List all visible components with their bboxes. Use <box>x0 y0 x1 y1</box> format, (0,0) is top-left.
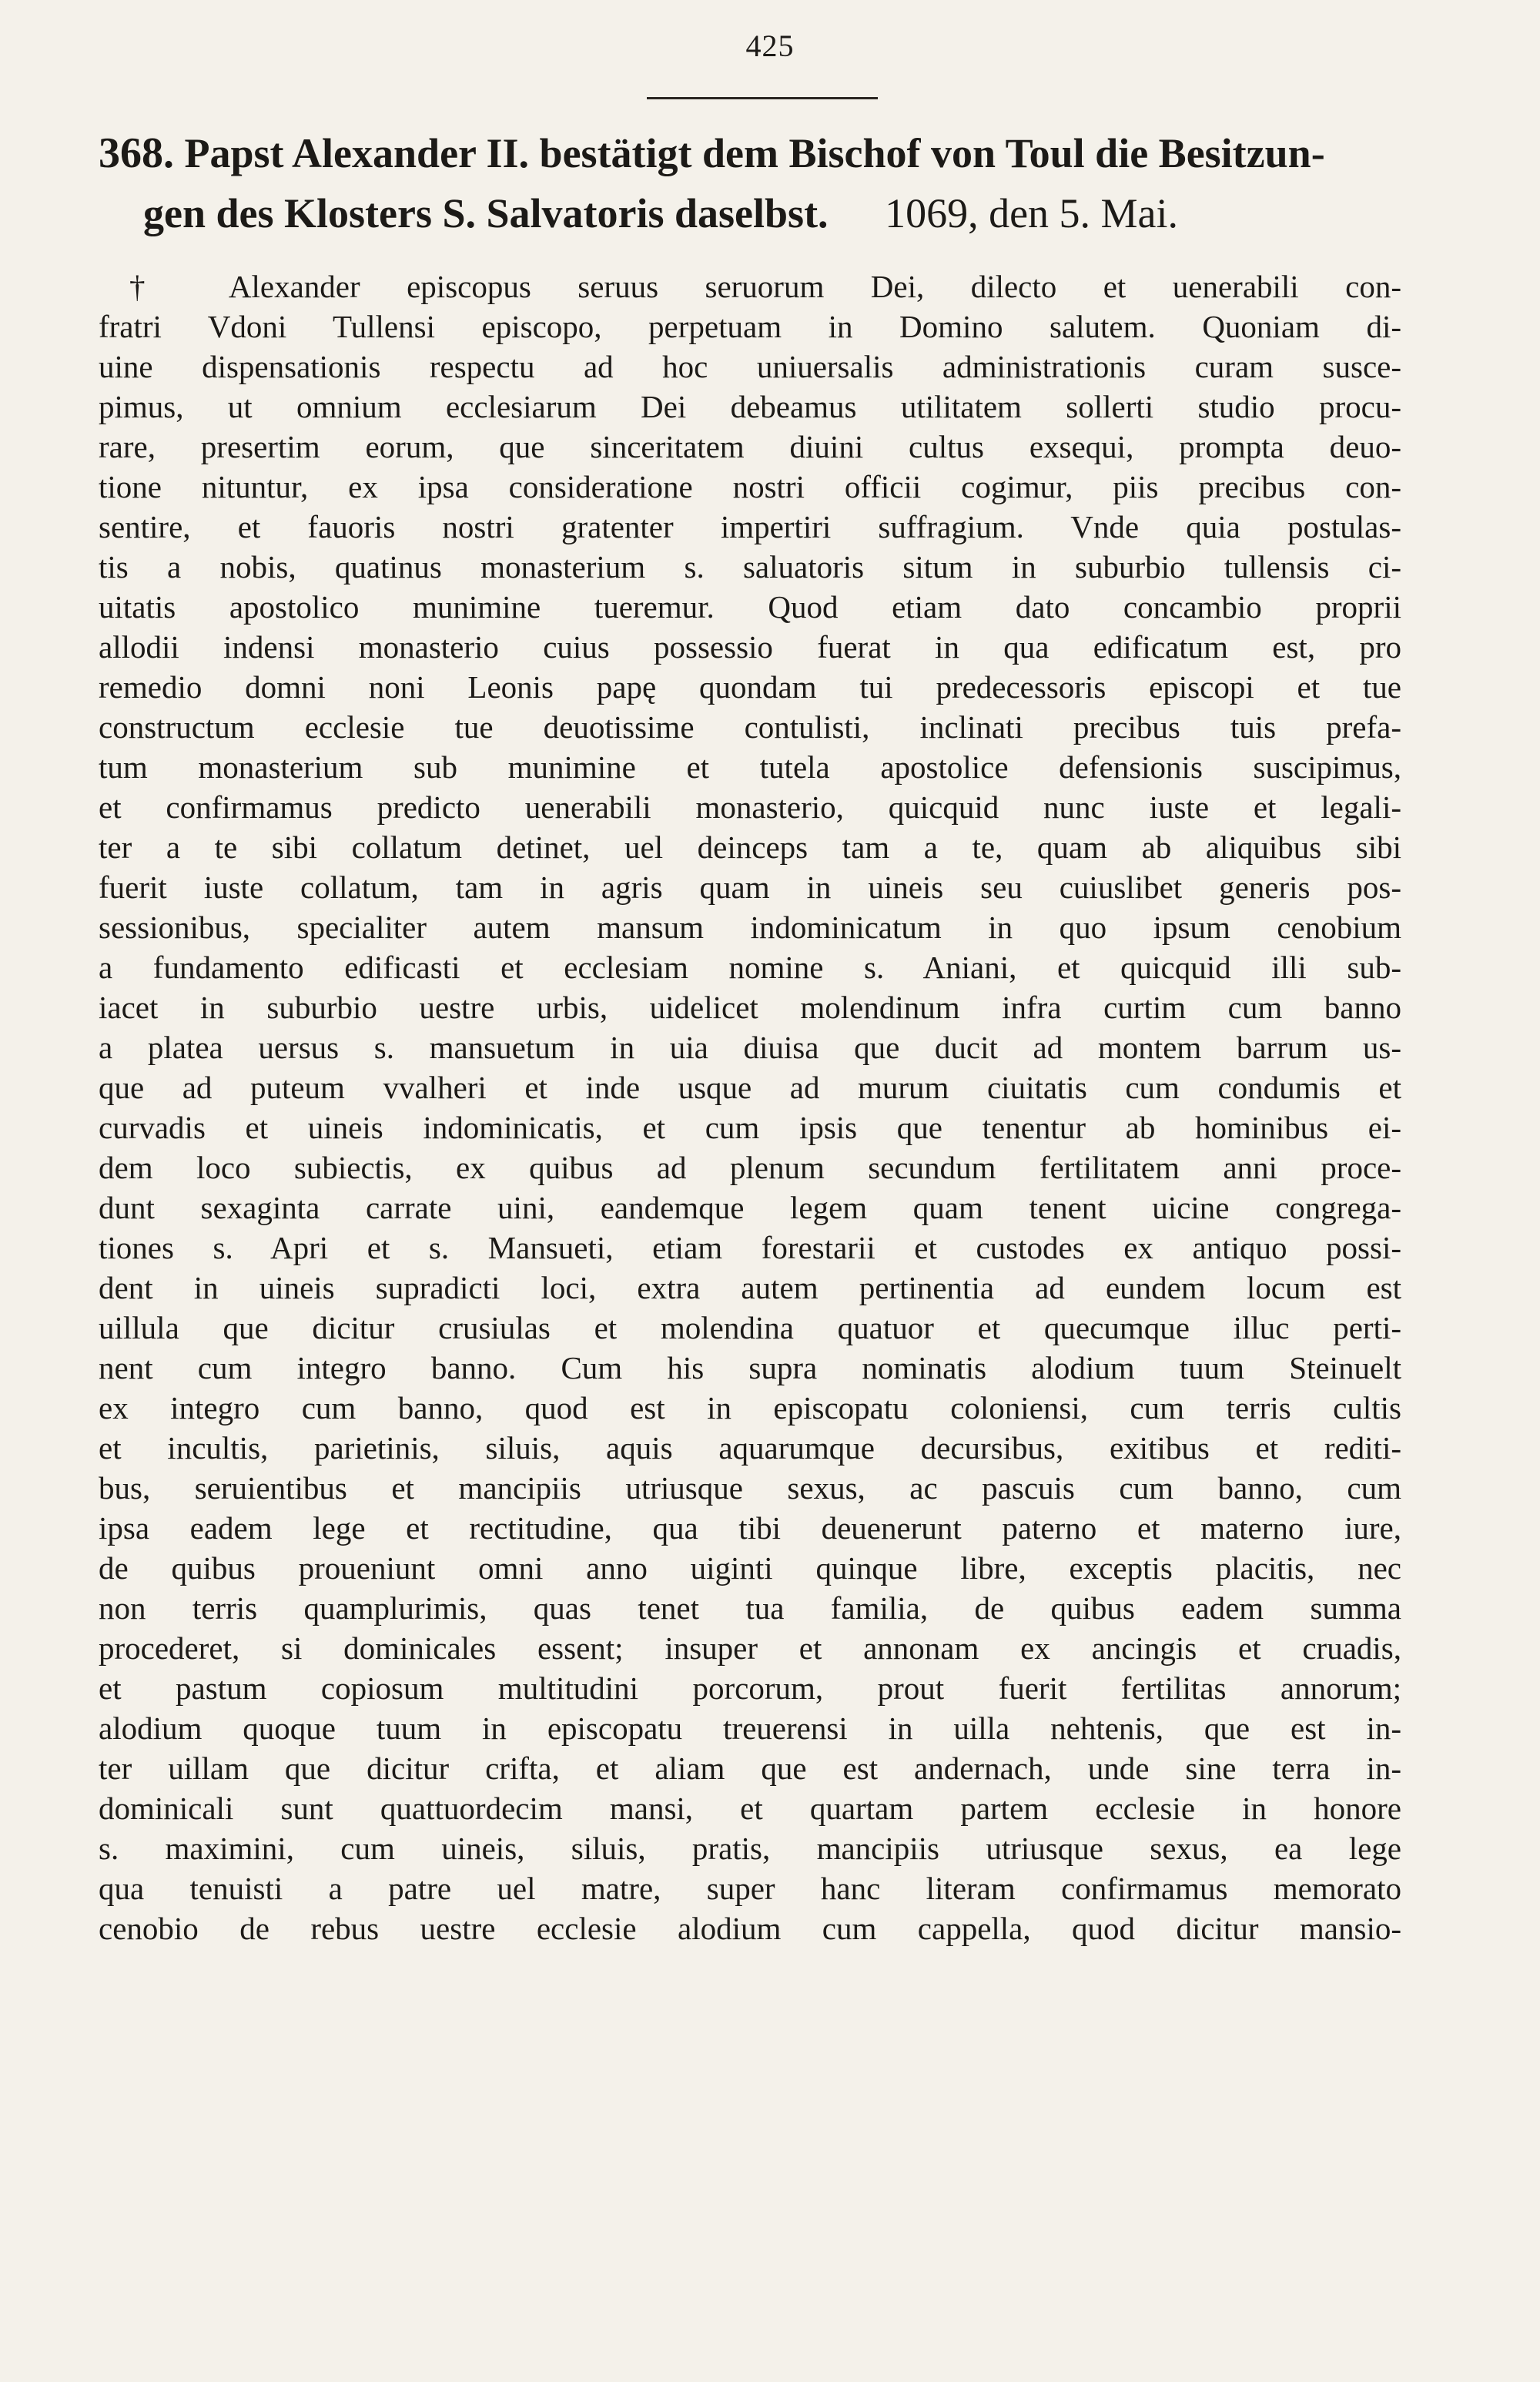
body-line: iacet in suburbio uestre urbis, uidelicet molendinum infra curtim cum banno <box>99 990 1401 1025</box>
page-number-rule <box>647 97 878 99</box>
body-line: et confirmamus predicto uenerabili monasterio, quicquid nunc iuste et legali- <box>99 789 1401 825</box>
body-line: ter uillam que dicitur crifta, et aliam que est andernach, unde sine terra in- <box>99 1750 1401 1786</box>
body-line: sessionibus, specialiter autem mansum indominicatum in quo ipsum cenobium <box>99 910 1401 945</box>
body-line: nent cum integro banno. Cum his supra nominatis alodium tuum Steinuelt <box>99 1350 1401 1385</box>
body-line: ipsa eadem lege et rectitudine, qua tibi deuenerunt paterno et materno iure, <box>99 1510 1401 1546</box>
body-line: curvadis et uineis indominicatis, et cum ipsis que tenentur ab hominibus ei- <box>99 1110 1401 1145</box>
body-line: s. maximini, cum uineis, siluis, pratis, mancipiis utriusque sexus, ea lege <box>99 1831 1401 1866</box>
heading-line-1 <box>99 123 1408 183</box>
body-line: cenobio de rebus uestre ecclesie alodium cum cappella, quod dicitur mansio- <box>99 1911 1401 1946</box>
body-line: tum monasterium sub munimine et tutela apostolice defensionis suscipimus, <box>99 749 1401 785</box>
body-line: constructum ecclesie tue deuotissime contulisti, inclinati precibus tuis prefa- <box>99 709 1401 745</box>
document-body <box>99 266 1401 1948</box>
body-line: a fundamento edificasti et ecclesiam nomine s. Aniani, et quicquid illi sub- <box>99 950 1401 985</box>
heading-title-line-1: Papst Alexander II. bestätigt dem Bischof von Toul die Besitzun- <box>184 130 1325 176</box>
body-line: tis a nobis, quatinus monasterium s. saluatoris situm in suburbio tullensis ci- <box>99 549 1401 585</box>
body-line: fuerit iuste collatum, tam in agris quam in uineis seu cuiuslibet generis pos- <box>99 869 1401 905</box>
body-line: de quibus proueniunt omni anno uiginti quinque libre, exceptis placitis, nec <box>99 1550 1401 1586</box>
body-line: qua tenuisti a patre uel matre, super hanc literam confirmamus memorato <box>99 1871 1401 1906</box>
body-line: uitatis apostolico munimine tueremur. Quod etiam dato concambio proprii <box>99 589 1401 625</box>
body-line: et incultis, parietinis, siluis, aquis aquarumque decursibus, exitibus et rediti- <box>99 1430 1401 1466</box>
heading-line-2 <box>99 183 1408 243</box>
body-line: dunt sexaginta carrate uini, eandemque legem quam tenent uicine congrega- <box>99 1190 1401 1225</box>
body-line: bus, seruientibus et mancipiis utriusque sexus, ac pascuis cum banno, cum <box>99 1470 1401 1506</box>
body-line: dent in uineis supradicti loci, extra autem pertinentia ad eundem locum est <box>99 1270 1401 1305</box>
body-line: que ad puteum vvalheri et inde usque ad murum ciuitatis cum condumis et <box>99 1070 1401 1105</box>
body-line: sentire, et fauoris nostri gratenter impertiri suffragium. Vnde quia postulas- <box>99 509 1401 544</box>
body-line: fratri Vdoni Tullensi episcopo, perpetuam in Domino salutem. Quoniam di- <box>99 309 1401 344</box>
body-line: dem loco subiectis, ex quibus ad plenum secundum fertilitatem anni proce- <box>99 1150 1401 1185</box>
body-line: ex integro cum banno, quod est in episcopatu coloniensi, cum terris cultis <box>99 1390 1401 1426</box>
body-line: et pastum copiosum multitudini porcorum, prout fuerit fertilitas annorum; <box>99 1670 1401 1706</box>
heading-date: 1069, den 5. Mai. <box>885 190 1179 236</box>
body-line: a platea uersus s. mansuetum in uia diuisa que ducit ad montem barrum us- <box>99 1030 1401 1065</box>
page-number: 425 <box>745 28 795 63</box>
heading-title-line-2: gen des Klosters S. Salvatoris daselbst. <box>143 190 829 236</box>
document-heading <box>99 123 1408 243</box>
body-line: remedio domni noni Leonis papę quondam tui predecessoris episcopi et tue <box>99 669 1401 705</box>
body-line: tione nituntur, ex ipsa consideratione nostri officii cogimur, piis precibus con- <box>99 469 1401 504</box>
body-line: tiones s. Apri et s. Mansueti, etiam forestarii et custodes ex antiquo possi- <box>99 1230 1401 1265</box>
document-number: 368. <box>99 129 174 177</box>
body-line: allodii indensi monasterio cuius possessio fuerat in qua edificatum est, pro <box>99 629 1401 665</box>
body-line: dominicali sunt quattuordecim mansi, et quartam partem ecclesie in honore <box>99 1791 1401 1826</box>
body-line: uine dispensationis respectu ad hoc uniuersalis administrationis curam susce- <box>99 349 1401 384</box>
body-line: non terris quamplurimis, quas tenet tua familia, de quibus eadem summa <box>99 1590 1401 1626</box>
body-line: rare, presertim eorum, que sinceritatem diuini cultus exsequi, prompta deuo- <box>99 429 1401 464</box>
body-line: † Alexander episcopus seruus seruorum Dei, dilecto et uenerabili con- <box>129 269 1401 304</box>
body-line: procederet, si dominicales essent; insuper et annonam ex ancingis et cruadis, <box>99 1630 1401 1666</box>
body-line: pimus, ut omnium ecclesiarum Dei debeamus utilitatem sollerti studio procu- <box>99 389 1401 424</box>
body-line: ter a te sibi collatum detinet, uel deinceps tam a te, quam ab aliquibus sibi <box>99 829 1401 865</box>
body-line: uillula que dicitur crusiulas et molendina quatuor et quecumque illuc perti- <box>99 1310 1401 1345</box>
body-line: alodium quoque tuum in episcopatu treuerensi in uilla nehtenis, que est in- <box>99 1710 1401 1746</box>
